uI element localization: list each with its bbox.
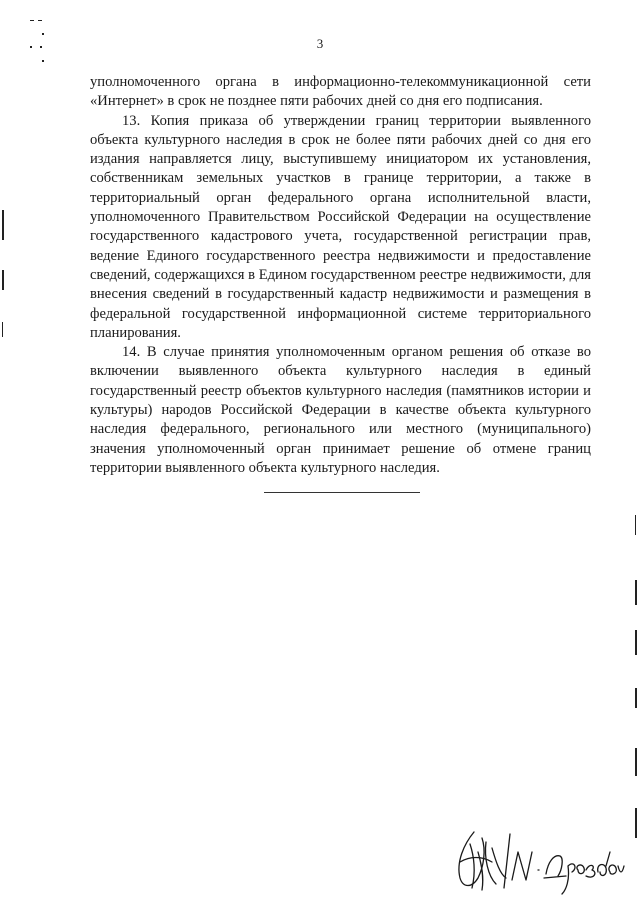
- paragraph-continuation: уполномоченного органа в информационно-телекоммуникационной сети «Интернет» в срок не позднее пяти рабочих дней со дня его подписания.: [90, 74, 591, 110]
- paragraph-14: 14. В случае принятия уполномоченным органом решения об отказе во включении выявленного объекта культурного наследия в единый государственный реестр объектов культурного наследия (памятников истории и культуры) народов Российской Федерации в качестве объекта культурного наследия федерального, регионального или местного (муниципального) значения уполномоченный орган принимает решение об отмене границ территории выявленного объекта культурного наследия.: [90, 344, 591, 476]
- scan-mark: [30, 46, 32, 48]
- scan-mark: [30, 20, 34, 21]
- scan-mark: [40, 46, 42, 48]
- page-number: 3: [316, 36, 324, 51]
- scan-mark: [42, 33, 44, 35]
- scan-mark: [635, 808, 637, 838]
- section-divider-line: [264, 492, 420, 493]
- scan-mark: [635, 688, 637, 708]
- signature: [446, 822, 626, 897]
- scan-mark: [635, 630, 637, 655]
- paragraph-13: 13. Копия приказа об утверждении границ территории выявленного объекта культурного наследия в срок не более пяти рабочих дней со дня его издания направляется лицу, выступившему инициатором их установления, собственникам земельных участков в границе территории, а также в территориальный орган федерального органа исполнительной власти, уполномоченного Правительством Российской Федерации на осуществление государственного кадастрового учета, государственной регистрации прав, ведение Единого государственного реестра недвижимости и предоставление сведений, содержащихся в Едином государственном реестре недвижимости, для внесения сведений в государственный кадастр недвижимости и размещения в федеральной государственной информационной системе территориального планирования.: [90, 112, 591, 341]
- scan-mark: [635, 580, 637, 605]
- scan-mark: [38, 20, 42, 21]
- scan-mark: [635, 515, 636, 535]
- scan-mark: [2, 322, 3, 337]
- scan-mark: [2, 270, 4, 290]
- scan-mark: [2, 210, 4, 240]
- document-body: [90, 73, 591, 478]
- scan-mark: [635, 748, 637, 776]
- scan-mark: [42, 60, 44, 62]
